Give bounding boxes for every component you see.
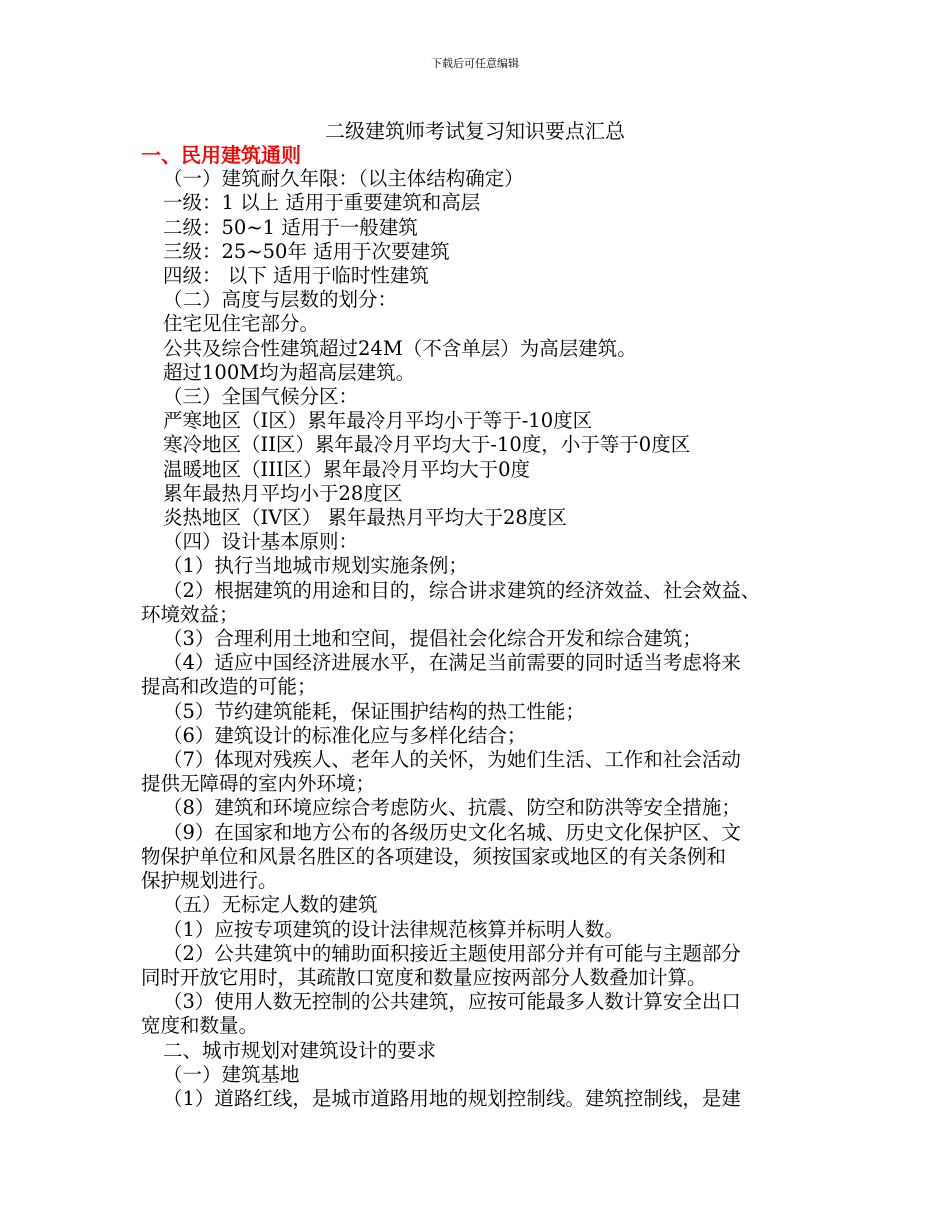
text-line: （二）高度与层数的划分： <box>163 288 398 312</box>
document-title: 二级建筑师考试复习知识要点汇总 <box>325 119 625 143</box>
text-line: （7）体现对残疾人、老年人的关怀，为她们生活、工作和社会活动 <box>163 748 741 772</box>
text-line: 住宅见住宅部分。 <box>163 312 320 336</box>
text-line: （三）全国气候分区： <box>163 385 359 409</box>
text-line: 一、民用建筑通则 <box>141 143 301 167</box>
text-line: （1）执行当地城市规划实施条例； <box>163 554 468 578</box>
text-line: （五）无标定人数的建筑 <box>163 893 378 917</box>
text-line: 宽度和数量。 <box>141 1014 259 1038</box>
text-line: 物保护单位和风景名胜区的各项建设，须按国家或地区的有关条例和 <box>141 844 727 868</box>
text-line: （四）设计基本原则： <box>163 530 359 554</box>
text-line: 累年最热月平均小于28度区 <box>163 481 403 505</box>
text-line: 严寒地区（I区）累年最冷月平均小于等于-10度区 <box>163 409 593 433</box>
text-line: （5）节约建筑能耗，保证围护结构的热工性能； <box>163 699 585 723</box>
text-line: （2）公共建筑中的辅助面积接近主题使用部分并有可能与主题部分 <box>163 941 741 965</box>
text-line: 炎热地区（IV区） 累年最热月平均大于28度区 <box>163 506 567 530</box>
text-line: 提高和改造的可能； <box>141 675 317 699</box>
text-line: 公共及综合性建筑超过24M（不含单层）为高层建筑。 <box>163 336 637 360</box>
text-line: （8）建筑和环境应综合考虑防火、抗震、防空和防洪等安全措施； <box>163 796 741 820</box>
text-line: 保护规划进行。 <box>141 869 278 893</box>
text-line: （4）适应中国经济进展水平，在满足当前需要的同时适当考虑将来 <box>163 651 741 675</box>
text-line: 寒冷地区（II区）累年最冷月平均大于-10度，小于等于0度区 <box>163 433 691 457</box>
text-line: 同时开放它用时，其疏散口宽度和数量应按两部分人数叠加计算。 <box>141 965 707 989</box>
text-line: （1）应按专项建筑的设计法律规范核算并标明人数。 <box>163 917 624 941</box>
document-body <box>141 143 831 1111</box>
text-line: （2）根据建筑的用途和目的，综合讲求建筑的经济效益、社会效益、 <box>163 578 761 602</box>
text-line: （6）建筑设计的标准化应与多样化结合； <box>163 723 527 747</box>
text-line: 提供无障碍的室内外环境； <box>141 772 376 796</box>
text-line: 温暖地区（III区）累年最冷月平均大于0度 <box>163 457 531 481</box>
page-header: 下载后可任意编辑 <box>431 57 519 70</box>
text-line: 一级：1 以上 适用于重要建筑和高层 <box>163 191 481 215</box>
text-line: （3）合理利用土地和空间，提倡社会化综合开发和综合建筑； <box>163 627 702 651</box>
text-line: 二级：50~1 适用于一般建筑 <box>163 215 418 239</box>
text-line: 四级： 以下 适用于临时性建筑 <box>163 264 429 288</box>
text-line: （一）建筑耐久年限：（以主体结构确定） <box>163 167 524 191</box>
text-line: （一）建筑基地 <box>163 1062 300 1086</box>
text-line: （3）使用人数无控制的公共建筑，应按可能最多人数计算安全出口 <box>163 990 741 1014</box>
text-line: （1）道路红线，是城市道路用地的规划控制线。建筑控制线，是建 <box>163 1086 741 1110</box>
text-line: 超过100M均为超高层建筑。 <box>163 360 416 384</box>
text-line: 二、城市规划对建筑设计的要求 <box>163 1038 437 1062</box>
text-line: 三级：25~50年 适用于次要建筑 <box>163 239 450 263</box>
text-line: 环境效益； <box>141 602 239 626</box>
text-line: （9）在国家和地方公布的各级历史文化名城、历史文化保护区、文 <box>163 820 741 844</box>
